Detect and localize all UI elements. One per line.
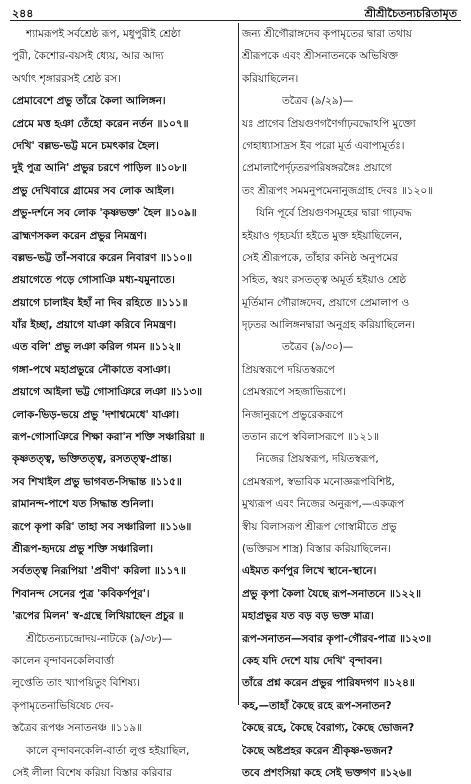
- text-line: সব শিখাইল প্রভু ভাগবত-সিদ্ধান্ত ॥১১৫॥: [12, 475, 182, 488]
- text-line: যঃ প্রাগেব প্রিয়গুণগণৈর্গাঢ়বদ্ধোঽপি মুক্তো: [242, 117, 416, 130]
- text-line: কৈছে রহে, কৈছে বৈরাগ্য, কৈছে ভোজন?: [242, 722, 415, 735]
- text-line: স্তত্রৈব রূপঞ্চ সনাতনঞ্চ ॥১১৯॥: [12, 722, 143, 735]
- text-line: কহ,—তাহাঁ কৈছে রহে রূপ-সনাতন?: [242, 699, 392, 712]
- text-line: কেহ যদি দেশে যায় দেখি' বৃন্দাবন।: [242, 654, 383, 667]
- text-line: প্রিয়স্বরূপে দয়িতস্বরূপে: [242, 363, 335, 376]
- text-line: সর্বতত্ত্ব নিরূপিয়া 'প্রবীণ' করিলা ॥১১৭॥: [12, 565, 186, 578]
- text-line: কালে বৃন্দাবনকেলি-বার্তা লুপ্ত হইয়াছিল,: [26, 744, 190, 757]
- text-line: শ্রীচৈতন্যচন্দ্রোদয়-নাটকে (৯/৩৮)—: [26, 632, 173, 645]
- text-line: মূর্তিমান গৌরাঙ্গদেব, প্রয়াগে প্রেমালাপ ও: [242, 296, 410, 309]
- text-line: এইমত কর্ণপুর লিখে স্থানে-স্থানে।: [242, 565, 377, 578]
- left-column: [12, 23, 234, 779]
- text-line: যিনি পূর্বে প্রিয়গুণসমূহের দ্বারা গাঢ়বদ্ধ: [256, 207, 412, 220]
- text-line: তাঁরে প্রশ্ন করেন প্রভুর পারিষদগণ ॥১২৪॥: [242, 677, 415, 690]
- text-line: 'রূপের মিলন' স্ব-গ্রন্থে লিখিয়াছেন প্রচুর ॥: [12, 610, 184, 623]
- text-line: শ্যামরূপই সর্বশ্রেষ্ঠ রূপ, মধুপুরীই শ্রেষ্ঠা: [26, 28, 181, 40]
- text-line: গেহাধ্যাসাদ্রস ইব পরো মূর্ত এবাপ্যমূর্তঃ।: [242, 139, 405, 152]
- text-line: সেই শ্রীরূপকে, তাঁহার কনিষ্ঠ অনুপমের: [242, 251, 398, 264]
- text-line: প্রেমে মত্ত হঞা তেঁহো করেন নর্তন ॥১০৭॥: [12, 117, 189, 130]
- text-line: রূপ-গোসাঞিরে শিক্ষা করা'ন শক্তি সঞ্চারিয়া ॥: [12, 431, 205, 444]
- text-line: গঙ্গা-পথে মহাপ্রভুরে নৌকাতে বসাঞা।: [12, 363, 171, 376]
- text-line: প্রেমালাপৈর্দৃঢ়তরপরিষঙ্গরঙ্গৈঃ প্রয়াগে: [242, 162, 392, 175]
- text-line: শ্রীরূপ-হৃদয়ে প্রভু শক্তি সঞ্চারিলা।: [12, 542, 153, 555]
- text-line: করিয়াছিলেন।: [242, 72, 299, 85]
- text-line: স্বীয় বিলাসরূপ শ্রীরূপ গোস্বামীতে প্রভু: [242, 520, 397, 533]
- text-line: ব্রাহ্মণসকল করেন প্রভুর নিমন্ত্রণ।: [12, 229, 147, 242]
- text-line: জন্য শ্রীগৌরাঙ্গদেব কৃপামৃতের দ্বারা তথায়: [242, 28, 412, 40]
- text-line: প্রেমস্বরূপ, স্বভাবিক মনোজ্ঞরূপবিশিষ্ট,: [242, 475, 395, 488]
- text-line: তত্রৈব (৯/২৯)—: [282, 95, 354, 108]
- text-line: অর্থাৎ শৃঙ্গাররসই শ্রেষ্ঠ রস।: [12, 72, 121, 85]
- text-line: সেই লীলা বিশেষ করিয়া বিস্তার করিবার: [12, 766, 172, 779]
- text-line: লোক-ভিড়-ভয়ে প্রভু 'দশাশ্বমেধে' যাঞা।: [12, 408, 179, 421]
- column-divider: [238, 23, 239, 705]
- text-line: কালেন বৃন্দাবনকেলিবার্ত্তা: [12, 654, 115, 667]
- text-line: যাঁর ইচ্ছা, প্রয়াগে যাঞা করিবে নিমন্ত্রণ।: [12, 319, 176, 332]
- page-number: ২৪৪: [12, 7, 34, 20]
- text-line: প্রয়াগে আইলা ভট্ট গোসাঞিরে লঞা ॥১১৩॥: [12, 386, 203, 399]
- text-line: প্রেমস্বরূপে সহজাভিরূপে।: [242, 386, 347, 399]
- text-line: (ভক্তিরস শাস্ত্র) বিস্তার করিয়াছিলেন।: [242, 542, 391, 555]
- text-line: রূপে কৃপা করি' তাহা সব সঞ্চারিলা ॥১১৬॥: [12, 520, 192, 533]
- text-line: ততান রূপে স্ববিলাসরূপে ॥১২১॥: [242, 431, 380, 444]
- text-line: বল্লভ-ভট্ট তাঁ-সবারে করেন নিবারণ ॥১১০॥: [12, 251, 192, 264]
- text-line: মুখ্যরূপ এবং নিজের অনুরূপ,—একত্রূপ: [242, 498, 405, 511]
- text-line: কৃষ্ণতত্ত্ব, ভক্তিতত্ত্ব, রসতত্ত্ব-প্রান্ত।: [12, 453, 172, 466]
- text-line: তং শ্রীরূপং সমমনুপমেনানুজগ্রাহ দেবঃ ॥১২০॥: [242, 184, 433, 197]
- text-line: প্রভু কৃপা কৈলা যৈছে রূপ-সনাতনে ॥১২২॥: [242, 587, 422, 600]
- running-title: শ্রীশ্রীচৈতন্যচরিতামৃত: [364, 7, 457, 20]
- text-line: কৈছে অষ্টপ্রহর করেন শ্রীকৃষ্ণ-ভজন?: [242, 744, 394, 757]
- text-line: হইয়াও গৃহচর্য্যা হইতে মুক্ত হইয়াছিলেন,: [242, 229, 403, 242]
- text-line: সহিত, স্বয়ং রসতত্ত্ব অমূর্ত হইয়াও শ্রেষ্ঠ: [242, 274, 407, 287]
- text-line: দুই পুত্র আনি' প্রভুর চরণে পাড়িল ॥১০৮॥: [12, 162, 187, 175]
- text-line: তত্রৈব (৯/৩০)—: [282, 341, 354, 354]
- text-line: শিবানন্দ সেনের পুত্র 'কবিকর্ণপূর'।: [12, 587, 150, 600]
- right-column: [242, 23, 463, 779]
- text-line: প্রয়াগেতে পড়ে গোসাঞি মধ্য-যমুনাতে।: [12, 274, 175, 287]
- header-rule: [10, 20, 461, 21]
- text-line: শ্রীরূপকে এবং শ্রীসনাতনকে অভিষিক্ত: [242, 50, 398, 63]
- text-line: দৃঢ়তর আলিঙ্গনদ্বারা অনুগ্রহ করিয়াছিলেন।: [242, 319, 416, 332]
- text-line: প্রভু-দর্শনে সব লোক 'কৃষ্ণভক্ত' হৈল ॥১০৯॥: [12, 207, 197, 220]
- text-line: এত বলি' প্রভু লঞা করিল গমন ॥১১২॥: [12, 341, 181, 354]
- text-line: দেখি' বল্লভ-ভট্ট মনে চমৎকার হৈল।: [12, 139, 159, 152]
- text-line: রামানন্দ-পাশে যত সিদ্ধান্ত শুনিলা।: [12, 498, 154, 511]
- text-line: রূপ-সনাতন—সবার কৃপা-গৌরব-পাত্র ॥১২৩॥: [242, 632, 432, 645]
- text-line: মহাপ্রভুর যত বড় বড় ভক্ত মাত্র।: [242, 610, 374, 623]
- text-line: নিজের প্রিয়স্বরূপ, দয়িতস্বরূপ,: [256, 453, 379, 466]
- text-line: প্রভু দেখিবারে গ্রামের সব লোক আইল।: [12, 184, 175, 197]
- text-line: তবে প্রশংসিয়া কহে সেই ভক্তগণ ॥১২৬॥: [242, 766, 412, 779]
- text-line: পুরী, কৈশোর-বয়সই ধ্যেয়, আর আদ্য: [12, 50, 164, 63]
- text-line: কৃপামৃতেনাভিষিষেচ দেব-: [12, 699, 114, 712]
- text-line: লুপ্তেতি তাং খ্যাপয়িতুং বিশিষ্য।: [12, 677, 141, 690]
- text-line: প্রয়াগে চালাইব ইহাঁ না দিব রহিতে ॥১১১॥: [12, 296, 188, 309]
- page-header: [10, 3, 461, 21]
- text-line: প্রেমাবেশে প্রভু তাঁরে কৈলা আলিঙ্গন।: [12, 95, 166, 108]
- text-line: নিজানুরূপে প্রভুরেকরূপে: [242, 408, 344, 421]
